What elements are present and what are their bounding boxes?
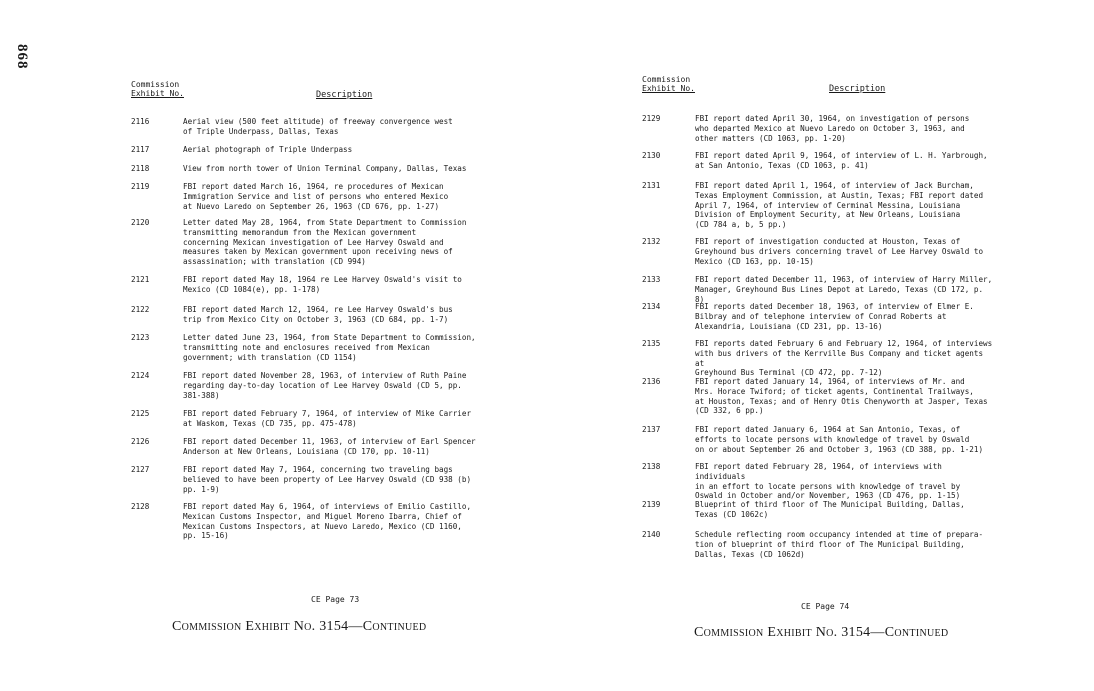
exhibit-number: 2139 (642, 500, 661, 509)
left-header-line1: Commission (131, 80, 180, 89)
exhibit-number: 2140 (642, 530, 661, 539)
exhibit-description: FBI report dated January 14, 1964, of interviews of Mr. and Mrs. Horace Twiford; of ticket agents, Continental Trailways, at Houston, Texas; and of Henry Otis Chenyworth at Jasper, Texas (CD 332, 6 pp.) (695, 377, 988, 416)
exhibit-number: 2136 (642, 377, 661, 386)
exhibit-number: 2131 (642, 181, 661, 190)
exhibit-description: View from north tower of Union Terminal Company, Dallas, Texas (183, 164, 467, 173)
exhibit-description: Letter dated May 28, 1964, from State Department to Commission transmitting memorandum from the Mexican government concerning Mexican investigation of Lee Harvey Oswald and measures taken by Mexican government upon receiving news of assassination; with translation (CD 994) (183, 218, 467, 267)
exhibit-number: 2126 (131, 437, 150, 446)
exhibit-description: FBI report dated February 28, 1964, of interviews with individuals in an effort to locate persons with knowledge of travel by Oswald in October and/or November, 1963 (CD 476, pp. 1-15) (695, 462, 961, 501)
exhibit-number: 2137 (642, 425, 661, 434)
exhibit-number: 2133 (642, 275, 661, 284)
exhibit-number: 2120 (131, 218, 150, 227)
right-header-description: Description (829, 84, 886, 94)
right-header-line2: Exhibit No. (642, 84, 695, 93)
right-header-exhibit (642, 75, 695, 93)
exhibit-number: 2134 (642, 302, 661, 311)
exhibit-number: 2119 (131, 182, 150, 191)
exhibit-description: Blueprint of third floor of The Municipal Building, Dallas, Texas (CD 1062c) (695, 500, 965, 519)
exhibit-description: FBI report dated May 7, 1964, concerning two traveling bags believed to have been property of Lee Harvey Oswald (CD 938 (b) pp. 1-9) (183, 465, 472, 494)
exhibit-number: 2117 (131, 145, 150, 154)
right-header-line1: Commission (642, 75, 691, 84)
exhibit-number: 2123 (131, 333, 150, 342)
exhibit-description: FBI report dated April 9, 1964, of interview of L. H. Yarbrough, at San Antonio, Texas (CD 1063, p. 41) (695, 151, 988, 170)
exhibit-description: FBI report dated March 16, 1964, re procedures of Mexican Immigration Service and list of persons who entered Mexico at Nuevo Laredo on September 26, 1963 (CD 676, pp. 1-27) (183, 182, 449, 211)
exhibit-description: FBI reports dated February 6 and February 12, 1964, of interviews with bus drivers of the Kerrville Bus Company and ticket agents at Greyhound Bus Terminal (CD 472, pp. 7-12) (695, 339, 993, 378)
exhibit-number: 2129 (642, 114, 661, 123)
exhibit-description: FBI report dated May 6, 1964, of interviews of Emilio Castillo, Mexican Customs Inspector, and Miguel Moreno Ibarra, Chief of Mexican Customs Inspectors, at Nuevo Laredo, Mexico (CD 1160, pp. 15-16) (183, 502, 472, 541)
exhibit-number: 2122 (131, 305, 150, 314)
exhibit-number: 2125 (131, 409, 150, 418)
right-ce-page: CE Page 74 (801, 602, 850, 611)
exhibit-number: 2116 (131, 117, 150, 126)
exhibit-description: FBI report dated March 12, 1964, re Lee Harvey Oswald's bus trip from Mexico City on October 3, 1963 (CD 684, pp. 1-7) (183, 305, 453, 324)
exhibit-description: FBI report dated February 7, 1964, of interview of Mike Carrier at Waskom, Texas (CD 735, pp. 475-478) (183, 409, 472, 428)
exhibit-description: FBI report dated April 1, 1964, of interview of Jack Burcham, Texas Employment Commission, at Austin, Texas; FBI report dated April 7, 1964, of interview of Cerminal Messina, Louisiana Division of Employment Security, at New Orleans, Louisiana (CD 784 a, b, 5 pp.) (695, 181, 984, 230)
left-header-description: Description (316, 90, 373, 100)
exhibit-number: 2118 (131, 164, 150, 173)
exhibit-description: FBI report dated April 30, 1964, on investigation of persons who departed Mexico at Nuevo Laredo on October 3, 1963, and other matters (CD 1063, pp. 1-20) (695, 114, 970, 143)
left-header-line2: Exhibit No. (131, 89, 184, 98)
exhibit-number: 2128 (131, 502, 150, 511)
exhibit-description: Schedule reflecting room occupancy intended at time of prepara- tion of blueprint of third floor of The Municipal Building, Dallas, Texas (CD 1062d) (695, 530, 984, 559)
exhibit-description: FBI report dated May 18, 1964 re Lee Harvey Oswald's visit to Mexico (CD 1084(e), pp. 1-178) (183, 275, 462, 294)
exhibit-number: 2121 (131, 275, 150, 284)
exhibit-number: 2124 (131, 371, 150, 380)
exhibit-description: FBI reports dated December 18, 1963, of interview of Elmer E. Bilbray and of telephone interview of Conrad Roberts at Alexandria, Louisiana (CD 231, pp. 13-16) (695, 302, 974, 331)
exhibit-description: FBI report of investigation conducted at Houston, Texas of Greyhound bus drivers concerning travel of Lee Harvey Oswald to Mexico (CD 163, pp. 10-15) (695, 237, 984, 266)
exhibit-number: 2130 (642, 151, 661, 160)
exhibit-description: Aerial view (500 feet altitude) of freeway convergence west of Triple Underpass, Dallas, Texas (183, 117, 453, 136)
right-footer-text: Commission Exhibit No. 3154—Continued (694, 625, 949, 640)
exhibit-number: 2138 (642, 462, 661, 471)
exhibit-description: Aerial photograph of Triple Underpass (183, 145, 353, 154)
exhibit-number: 2135 (642, 339, 661, 348)
left-footer-text: Commission Exhibit No. 3154—Continued (172, 619, 427, 634)
exhibit-description: FBI report dated December 11, 1963, of interview of Harry Miller, Manager, Greyhound Bus Lines Depot at Laredo, Texas (CD 172, p. 8) (695, 275, 993, 304)
exhibit-description: Letter dated June 23, 1964, from State Department to Commission, transmitting note and enclosures received from Mexican government; with translation (CD 1154) (183, 333, 476, 362)
exhibit-number: 2127 (131, 465, 150, 474)
left-ce-page: CE Page 73 (311, 595, 360, 604)
exhibit-description: FBI report dated November 28, 1963, of interview of Ruth Paine regarding day-to-day location of Lee Harvey Oswald (CD 5, pp. 381-388) (183, 371, 467, 400)
right-footer (694, 625, 948, 641)
exhibit-number: 2132 (642, 237, 661, 246)
page-number-text: 868 (14, 44, 30, 70)
exhibit-description: FBI report dated December 11, 1963, of interview of Earl Spencer Anderson at New Orleans, Louisiana (CD 170, pp. 10-11) (183, 437, 476, 456)
exhibit-description: FBI report dated January 6, 1964 at San Antonio, Texas, of efforts to locate persons with knowledge of travel by Oswald on or about September 26 and October 3, 1963 (CD 388, pp. 1-21) (695, 425, 984, 454)
